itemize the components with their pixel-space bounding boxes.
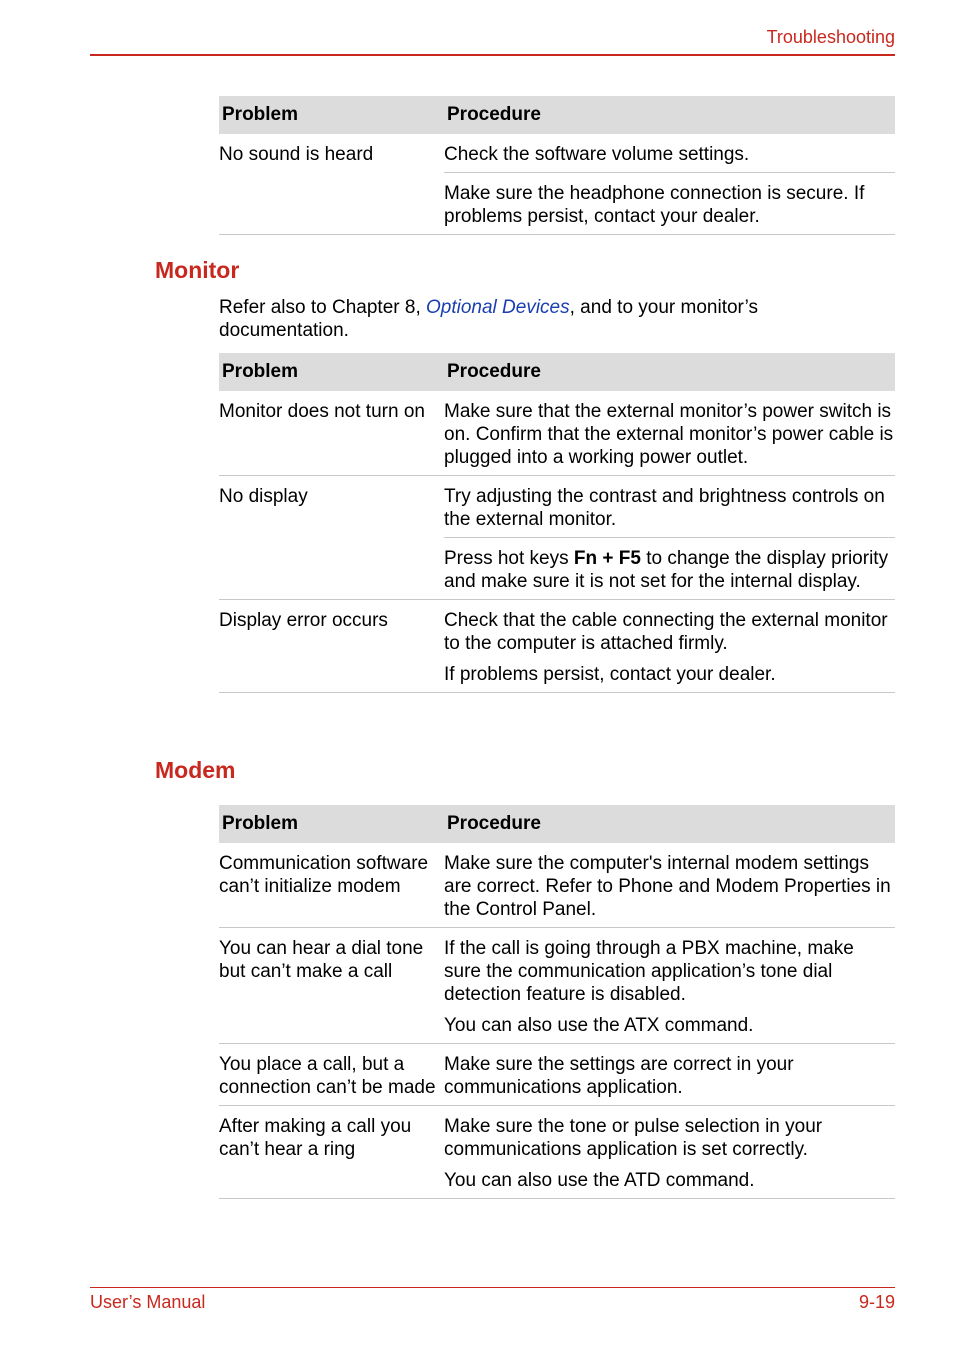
problem-cell: Display error occurs — [219, 610, 388, 631]
procedure-text-part: Press hot keys — [444, 548, 574, 569]
sound-troubleshooting-table — [219, 96, 895, 235]
page-number: 9-19 — [858, 1292, 895, 1312]
procedure-text — [444, 538, 895, 599]
modem-troubleshooting-table — [219, 805, 895, 1199]
procedure-cell — [444, 843, 895, 927]
monitor-intro — [219, 296, 859, 342]
procedure-text-part: to change the display priority and make sure it is not set for the internal display. — [444, 548, 889, 592]
column-header-procedure: Procedure — [447, 104, 541, 125]
procedure-text: Make sure the settings are correct in your communications application. — [444, 1054, 794, 1098]
hotkey-label: Fn + F5 — [573, 548, 641, 569]
table-row — [219, 476, 895, 600]
procedure-text: Check that the cable connecting the external monitor to the computer is attached firmly. — [444, 610, 888, 654]
table-row — [219, 843, 895, 928]
problem-cell: You can hear a dial tone but can’t make a call — [219, 938, 424, 982]
column-header-problem: Problem — [222, 361, 299, 382]
procedure-cell — [444, 134, 895, 234]
footer-divider — [90, 1287, 895, 1288]
column-header-problem: Problem — [222, 813, 299, 834]
procedure-cell — [444, 1044, 895, 1105]
problem-cell: No display — [219, 486, 308, 507]
header-divider — [90, 54, 895, 56]
procedure-cell — [444, 391, 895, 475]
table-row — [219, 391, 895, 476]
column-header-problem: Problem — [222, 104, 299, 125]
optional-devices-link[interactable]: Optional Devices — [426, 297, 570, 318]
table-row — [219, 928, 895, 1044]
monitor-section-heading: Monitor — [155, 257, 240, 283]
procedure-text: You can also use the ATD command. — [444, 1170, 755, 1191]
problem-cell: You place a call, but a connection can’t be made — [219, 1054, 436, 1098]
procedure-cell — [444, 1106, 895, 1198]
procedure-cell — [444, 600, 895, 692]
table-row — [219, 134, 895, 235]
procedure-cell — [444, 476, 895, 599]
procedure-text: If the call is going through a PBX machine, make sure the communication application’s tone dial detection feature is disabled. — [444, 938, 854, 1005]
header-title: Troubleshooting — [766, 27, 895, 47]
problem-cell: No sound is heard — [219, 144, 374, 165]
problem-cell: Monitor does not turn on — [219, 401, 425, 422]
procedure-cell — [444, 928, 895, 1043]
procedure-text: Try adjusting the contrast and brightness controls on the external monitor. — [444, 476, 895, 538]
procedure-text: Make sure the headphone connection is secure. If problems persist, contact your dealer. — [444, 183, 865, 227]
procedure-text: Make sure the computer's internal modem settings are correct. Refer to Phone and Modem Properties in the Control Panel. — [444, 853, 891, 920]
procedure-text: If problems persist, contact your dealer. — [444, 664, 776, 685]
problem-cell: Communication software can’t initialize modem — [219, 853, 429, 897]
column-header-procedure: Procedure — [447, 361, 541, 382]
monitor-troubleshooting-table — [219, 353, 895, 693]
modem-section-heading: Modem — [155, 757, 236, 783]
column-header-procedure: Procedure — [447, 813, 541, 834]
intro-text: Refer also to Chapter 8, — [219, 297, 426, 318]
table-header — [219, 353, 895, 391]
procedure-text: Make sure the tone or pulse selection in your communications application is set correctly. — [444, 1116, 823, 1160]
table-header — [219, 805, 895, 843]
table-row — [219, 1044, 895, 1106]
procedure-text: You can also use the ATX command. — [444, 1015, 754, 1036]
table-header — [219, 96, 895, 134]
table-row — [219, 1106, 895, 1199]
problem-cell: After making a call you can’t hear a ring — [219, 1116, 412, 1160]
procedure-text: Check the software volume settings. — [444, 134, 895, 173]
table-row — [219, 600, 895, 693]
intro-text: , and to your monitor’s documentation. — [219, 297, 758, 341]
footer-manual-label: User’s Manual — [90, 1292, 206, 1312]
procedure-text: Make sure that the external monitor’s power switch is on. Confirm that the external monitor’s power cable is plugged into a working power outlet. — [444, 401, 894, 468]
